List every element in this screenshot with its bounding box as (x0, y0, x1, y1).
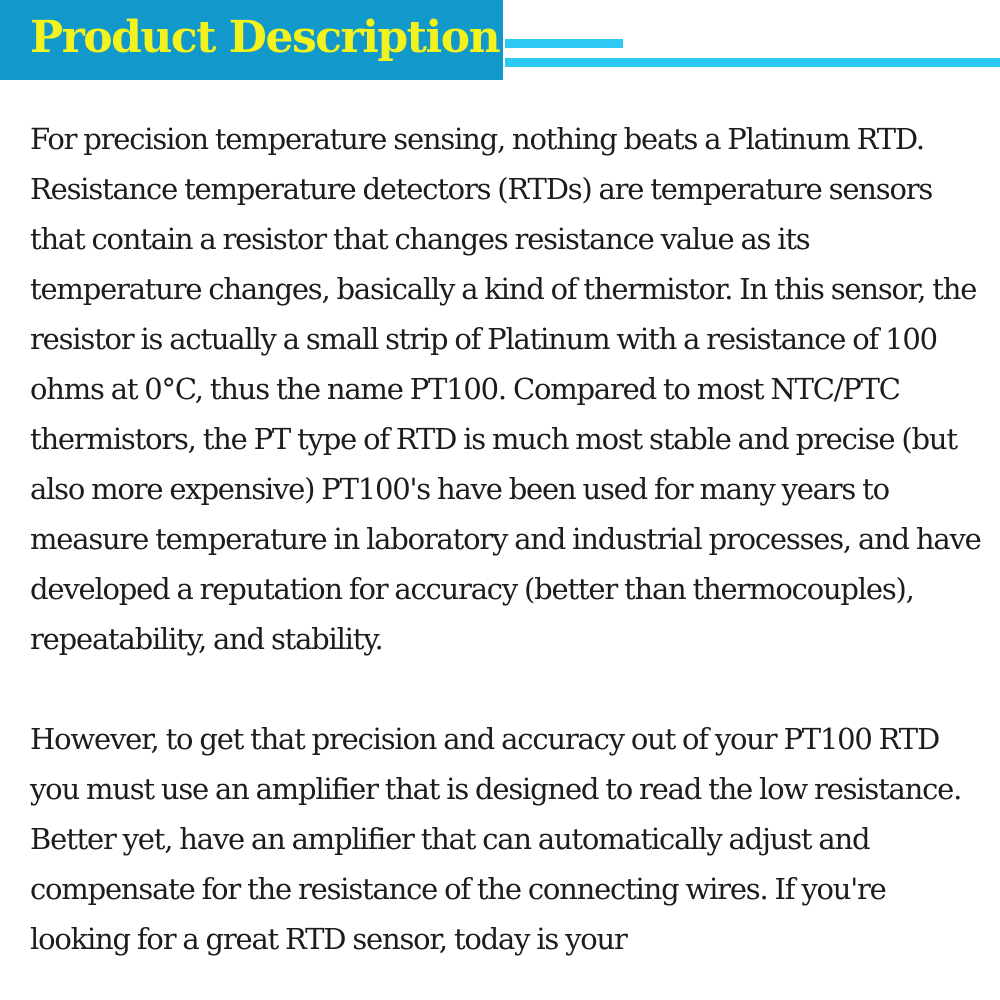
description-body (30, 114, 985, 1000)
header-accent-line-short (505, 39, 623, 48)
description-paragraph-2: However, to get that precision and accuracy out of your PT100 RTD you must use an amplifier that is designed to read the low resistance. Better yet, have an amplifier that can automatically adjust and compensate for the resistance of the connecting wires. If you're looking for a great RTD sensor, today is your (30, 722, 962, 956)
description-paragraph-1: For precision temperature sensing, nothing beats a Platinum RTD. Resistance temperature detectors (RTDs) are temperature sensors that contain a resistor that changes resistance value as its temperature changes, basically a kind of thermistor. In this sensor, the resistor is actually a small strip of Platinum with a resistance of 100 ohms at 0°C, thus the name PT100. Compared to most NTC/PTC thermistors, the PT type of RTD is much most stable and precise (but also more expensive) PT100's have been used for many years to measure temperature in laboratory and industrial processes, and have developed a reputation for accuracy (better than thermocouples), repeatability, and stability. (30, 122, 981, 656)
header-banner (0, 0, 503, 80)
section-title: Product Description (30, 12, 500, 63)
header-accent-line-long (505, 58, 1000, 67)
